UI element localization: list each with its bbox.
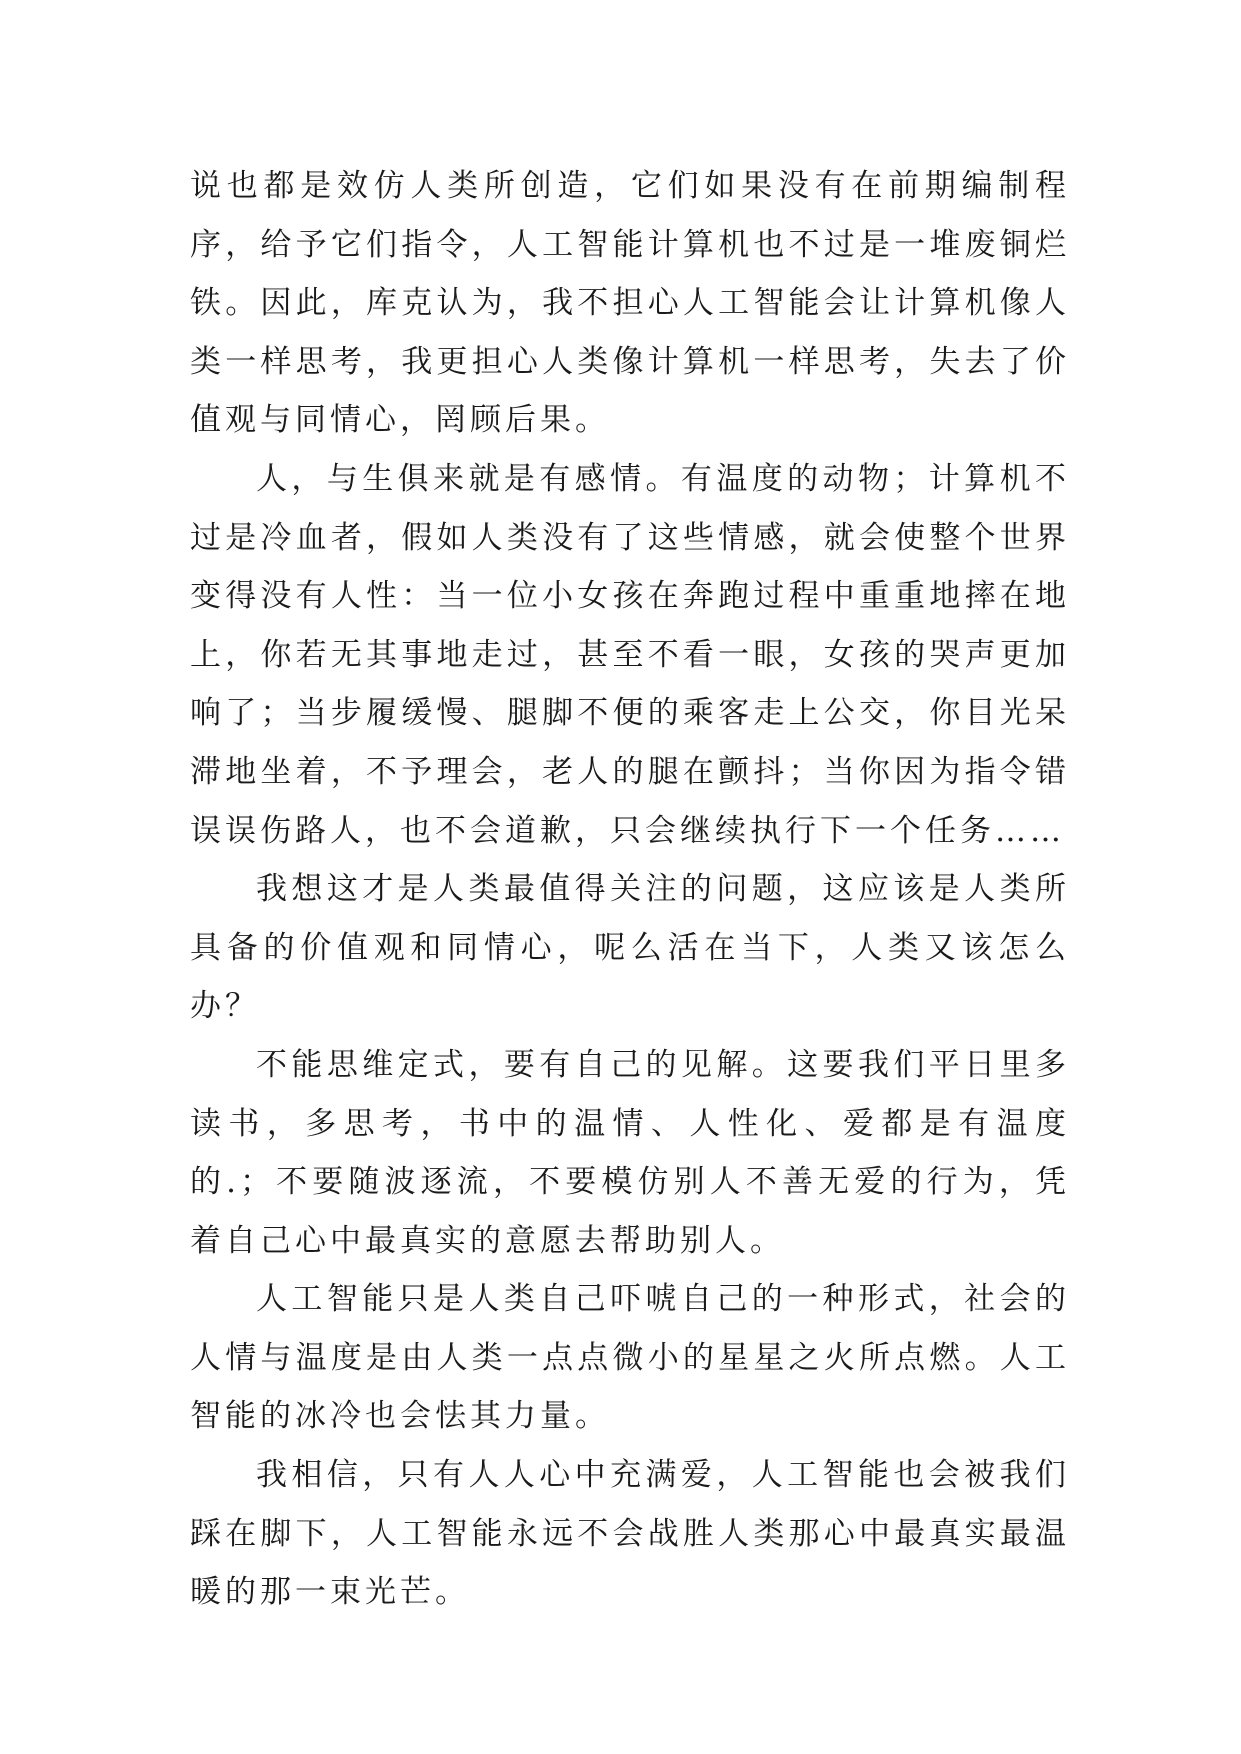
document-body — [190, 157, 1070, 1622]
paragraph-3: 我想这才是人类最值得关注的问题，这应该是人类所具备的价值观和同情心，呢么活在当下，人类又该怎么办？ — [190, 871, 1070, 1025]
paragraph-1: 说也都是效仿人类所创造，它们如果没有在前期编制程序，给予它们指令，人工智能计算机也不过是一堆废铜烂铁。因此，库克认为，我不担心人工智能会让计算机像人类一样思考，我更担心人类像计算机一样思考，失去了价值观与同情心，罔顾后果。 — [190, 168, 1070, 439]
paragraph-6: 我相信，只有人人心中充满爱，人工智能也会被我们踩在脚下，人工智能永远不会战胜人类那心中最真实最温暖的那一束光芒。 — [190, 1457, 1070, 1611]
paragraph-2: 人，与生俱来就是有感情。有温度的动物；计算机不过是冷血者，假如人类没有了这些情感，就会使整个世界变得没有人性：当一位小女孩在奔跑过程中重重地摔在地上，你若无其事地走过，甚至不看一眼，女孩的哭声更加响了；当步履缓慢、腿脚不便的乘客走上公交，你目光呆滞地坐着，不予理会，老人的腿在颤抖；当你因为指令错误误伤路人，也不会道歉，只会继续执行下一个任务…… — [190, 460, 1070, 849]
paragraph-4: 不能思维定式，要有自己的见解。这要我们平日里多读书，多思考，书中的温情、人性化、爱都是有温度的.；不要随波逐流，不要模仿别人不善无爱的行为，凭着自己心中最真实的意愿去帮助别人。 — [190, 1046, 1070, 1259]
paragraph-5: 人工智能只是人类自己吓唬自己的一种形式，社会的人情与温度是由人类一点点微小的星星之火所点燃。人工智能的冰冷也会怯其力量。 — [190, 1281, 1070, 1435]
